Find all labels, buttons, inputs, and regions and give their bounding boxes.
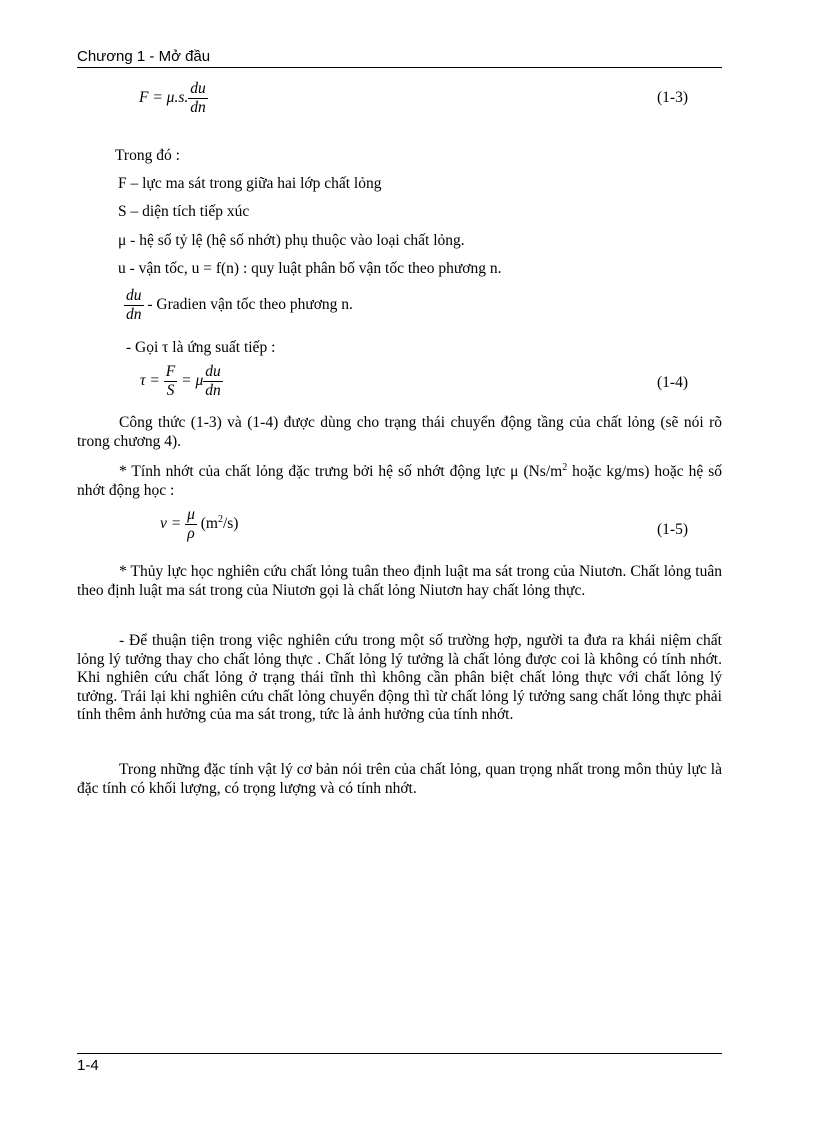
paragraph-3 — [77, 563, 722, 600]
equation-lhs: F = μ.s. — [139, 89, 189, 107]
paragraph-4 — [77, 632, 722, 725]
fraction-denominator: ρ — [187, 525, 195, 542]
paragraph-2-superscript: 2 — [562, 461, 568, 473]
page-number: 1-4 — [77, 1057, 99, 1074]
definition-tau: - Gọi τ là ứng suất tiếp : — [126, 339, 276, 356]
gradient-fraction — [124, 287, 144, 324]
paragraph-1-text: Công thức (1-3) và (1-4) được dùng cho trạng thái chuyển động tầng của chất lỏng (sẽ nói rõ trong chương 4). — [77, 414, 722, 450]
definition-s: S – diện tích tiếp xúc — [118, 203, 250, 220]
equation-fraction — [185, 506, 197, 543]
fraction-denominator: S — [166, 382, 175, 399]
equation-fraction-f-s — [164, 363, 177, 400]
paragraph-2-text-b: hoặc kg/ms) hoặc hệ số nhớt động học : — [77, 463, 722, 499]
paragraph-2-text-a: * Tính nhớt của chất lỏng đặc trưng bởi hệ số nhớt động lực μ (Ns/m — [119, 463, 563, 480]
equation-1-3 — [139, 80, 208, 117]
unit-text-a: (m — [196, 515, 218, 533]
equation-fraction-du-dn — [203, 363, 223, 400]
fraction-numerator: du — [205, 363, 221, 380]
fraction-denominator: dn — [126, 306, 142, 323]
equation-number-1-5: (1-5) — [657, 521, 688, 538]
unit-superscript: 2 — [217, 513, 223, 525]
definition-u: u - vận tốc, u = f(n) : quy luật phân bố vận tốc theo phương n. — [118, 260, 502, 277]
fraction-numerator: du — [126, 287, 142, 304]
fraction-numerator: du — [190, 80, 206, 97]
paragraph-5-text: Trong những đặc tính vật lý cơ bản nói trên của chất lỏng, quan trọng nhất trong môn thủy lực là đặc tính có khối lượng, có trọng lượng và có tính nhớt. — [77, 761, 722, 797]
paragraph-1 — [77, 414, 722, 451]
fraction-denominator: dn — [190, 99, 206, 116]
equation-1-4 — [140, 363, 223, 400]
gradient-text: - Gradien vận tốc theo phương n. — [143, 296, 353, 314]
definition-mu: μ - hệ số tỷ lệ (hệ số nhớt) phụ thuộc vào loại chất lỏng. — [118, 232, 465, 249]
trong-do-label: Trong đó : — [115, 147, 180, 164]
equation-lhs: ν = — [160, 515, 186, 533]
fraction-numerator: μ — [187, 506, 195, 523]
header-rule — [77, 67, 722, 68]
chapter-header: Chương 1 - Mở đầu — [77, 48, 211, 65]
equation-1-5 — [160, 506, 238, 543]
paragraph-3-text: * Thủy lực học nghiên cứu chất lỏng tuân theo định luật ma sát trong của Niutơn. Chất lỏng tuân theo định luật ma sát trong của Niutơn gọi là chất lỏng Niutơn hay chất lỏng thực. — [77, 563, 722, 599]
equation-fraction — [188, 80, 208, 117]
definition-gradient — [124, 287, 353, 324]
equation-number-1-3: (1-3) — [657, 89, 688, 106]
paragraph-2 — [77, 463, 722, 500]
equation-lhs: τ = — [140, 372, 164, 390]
unit-text-b: /s) — [222, 515, 239, 533]
fraction-numerator: F — [165, 363, 176, 380]
definition-f: F – lực ma sát trong giữa hai lớp chất lỏng — [118, 175, 382, 192]
paragraph-4-text: - Để thuận tiện trong việc nghiên cứu trong một số trường hợp, người ta đưa ra khái niệm chất lỏng lý tưởng thay cho chất lỏng thực . Chất lỏng lý tưởng là chất lỏng được coi là không có tính nhớt. Khi nghiên cứu chất lỏng ở trạng thái tĩnh thì không cần phân biệt chất lỏng thực với chất lỏng lý tưởng. Trái lại khi nghiên cứu chất lỏng chuyển động thì từ chất lỏng lý tưởng sang chất lỏng thực phải tính thêm ảnh hưởng của ma sát trong, tức là ảnh hưởng của tính nhớt. — [77, 632, 722, 723]
equation-number-1-4: (1-4) — [657, 374, 688, 391]
equation-mid: = μ — [177, 372, 204, 390]
paragraph-5 — [77, 761, 722, 798]
fraction-denominator: dn — [205, 382, 221, 399]
footer-rule — [77, 1053, 722, 1054]
